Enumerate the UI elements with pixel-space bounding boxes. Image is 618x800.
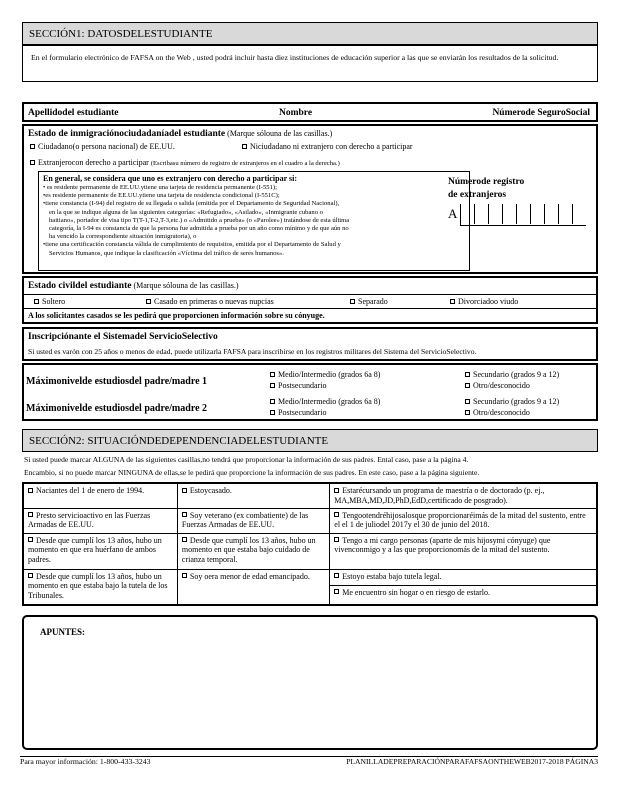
first-name-label: Nombre [279, 108, 313, 118]
dep-dependents[interactable]: Tengo a mi cargo personas (aparte de mis hijosymi cónyuge) que vivenconmigo y a las que proporcionomás de la mitad del sustento. [330, 533, 597, 569]
section2-intro1: Si usted puede marcar ALGUNA de las siguientes casillas,no tendrá que proporcionar la información de sus padres. Ental caso, pase a la página 4. [24, 455, 469, 464]
section2-title: SECCIÓN2: SITUACIÓNDEDEPENDENCIADELESTUDIANTE [29, 435, 329, 447]
opt-citizen[interactable]: Ciudadano(o persona nacional) de EE.UU. [30, 142, 175, 152]
checkbox-icon [465, 372, 470, 377]
section1-header [22, 22, 598, 45]
checkbox-icon [334, 573, 339, 578]
section1-title: SECCIÓN1: DATOSDELESTUDIANTE [29, 28, 213, 40]
checkbox-icon [28, 512, 33, 517]
dep-active-duty[interactable]: Presto servicioactivo en las Fuerzas Armadas de EE.UU. [23, 508, 177, 533]
checkbox-icon [350, 299, 355, 304]
selective-title: Inscripciónante el Sistemadel ServicioSelectivo [28, 332, 218, 342]
checkbox-icon [30, 144, 35, 149]
checkbox-icon [182, 488, 187, 493]
selective-text: Si usted es varón con 25 años o menos de edad, puede utilizarla FAFSA para inscribirse en los registros militares del Sistema del ServicioSelectivo. [28, 347, 477, 356]
dep-children[interactable]: Tengootendréhijosalosque proporcionaréimás de la mitad del sustento, entre el el 1 de juliodel 2017y el 30 de junio del 2018. [330, 508, 597, 533]
general-title: En general, se considera que uno es extranjero con derecho a participar si: [43, 174, 297, 183]
section1-intro: En el formulario electrónico de FAFSA on the Web , usted podrá incluir hasta diez instituciones de educación superior a las que se enviarán los resultados de la solicitud. [31, 53, 559, 62]
p1-other[interactable]: Otro/desconocido [465, 381, 530, 391]
dep-emancipated[interactable]: Soy oera menor de edad emancipado. [177, 569, 329, 605]
checkbox-icon [465, 383, 470, 388]
checkbox-icon [270, 410, 275, 415]
checkbox-icon [450, 299, 455, 304]
last-name-label: Apellidodel estudiante [28, 108, 119, 118]
checkbox-icon [146, 299, 151, 304]
dep-foster[interactable]: Desde que cumplí los 13 años, hubo un momento en que estaba bajo cuidado de crianza temporal. [177, 533, 329, 569]
checkbox-icon [28, 537, 33, 542]
footer-phone: Para mayor información: 1-800-433-3243 [20, 757, 151, 766]
checkbox-icon [270, 399, 275, 404]
checkbox-icon [28, 573, 33, 578]
p2-post[interactable]: Postsecundario [270, 408, 326, 418]
dep-grad-program[interactable]: Estarécursando un programa de maestría o de doctorado (p. ej., MA,MBA,MD,JD,PhD,EdD,certificado de posgrado). [330, 483, 597, 508]
checkbox-icon [182, 537, 187, 542]
p2-middle[interactable]: Medio/Intermedio (grados 6a 8) [270, 397, 380, 407]
checkbox-icon [182, 573, 187, 578]
selective-service-section [22, 327, 598, 361]
p2-high[interactable]: Secundario (grados 9 a 12) [465, 397, 559, 407]
opt-noncitizen[interactable]: Niciudadano ni extranjero con derecho a participar [242, 142, 413, 152]
section2-header [22, 429, 598, 452]
section2-intro2: Encambio, si no puede marcar NINGUNA de ellas,se le pedirá que proporcione la información de sus padres. En este caso, pase a la página siguiente. [24, 468, 480, 477]
checkbox-icon [270, 383, 275, 388]
parent2-label: Máximonivelde estudiosdel padre/madre 2 [26, 403, 208, 414]
section1-intro-box [22, 45, 598, 82]
checkbox-icon [30, 160, 35, 165]
p1-high[interactable]: Secundario (grados 9 a 12) [465, 370, 559, 380]
dep-homeless[interactable]: Me encuentro sin hogar o en riesgo de estarlo. [330, 585, 597, 605]
civil-single[interactable]: Soltero [34, 297, 65, 307]
civil-footer: A los solicitantes casados se les pedirá que proporcionen información sobre su cónyuge. [28, 311, 325, 320]
alien-reg-label: Númerode registro de extranjeros [448, 177, 525, 200]
alien-reg-input[interactable] [460, 204, 586, 226]
checkbox-icon [270, 372, 275, 377]
p2-other[interactable]: Otro/desconocido [465, 408, 530, 418]
eligibility-info-box: En general, se considera que uno es extranjero con derecho a participar si: • es residente permanente de EE.UU.ytiene una tarjeta de residencia permanente (I-551); •es residente permanente de EE.UU.ytiene una tarjeta de residencia condicional (I-551C); •tiene constancia (I-94) del registro de su llegada o salida (emitida por el Departamento de Seguridad Nacional), en la que se indique alguna de las siguientes categorías: «Refugiado», «Asilado», «Inmigrante cubano o haitiano», portador de visa tipo T(T-1,T-2,T-3,etc.) o «Admitido a prueba» (o «Parolee») tratándose de esta última categoría, la I-94 es constancia de que la persona fue admitida a prueba por un año como mínimo y de que aún no ha vencido la correspondiente situación inmigratoria), o •tiene una certificación constancia válida de cumplimiento de requisitos, emitida por el Departamento de Salud y Servicios Humanos, que indique la clasificación «Víctima del tráfico de seres humanos». [38, 171, 470, 271]
immigration-section [22, 124, 598, 274]
civil-status-section: Estado civildel estudiante (Marque sólouna de las casillas.) Soltero Casado en primeras o nuevas nupcias Separado Divorciadoo viudo A los solicitantes casados se les pedirá que proporcionen información sobre su cónyuge. [22, 276, 598, 324]
dep-ward-court[interactable]: Desde que cumplí los 13 años, hubo un momento en que estaba bajo la tutela de los Tribunales. [23, 569, 177, 605]
checkbox-icon [34, 299, 39, 304]
checkbox-icon [334, 589, 339, 594]
dep-born-before[interactable]: Naciantes del 1 de enero de 1994. [23, 483, 177, 508]
civil-divorced[interactable]: Divorciadoo viudo [450, 297, 518, 307]
alien-reg-prefix: A [448, 206, 458, 221]
dep-orphan[interactable]: Desde que cumplí los 13 años, hubo un momento en que era huérfano de ambos padres. [23, 533, 177, 569]
parent-education-section [22, 363, 598, 421]
opt-eligible-noncitizen[interactable]: Extranjerocon derecho a participar (Escribasu número de registro de extranjeros en el cuadro a la derecha.) [30, 158, 340, 168]
immigration-title: Estado de inmigraciónociudadaníadel estudiante [28, 129, 226, 139]
p1-middle[interactable]: Medio/Intermedio (grados 6a 8) [270, 370, 380, 380]
checkbox-icon [334, 512, 339, 517]
ssn-label: Númerode SeguroSocial [492, 108, 590, 118]
checkbox-icon [182, 512, 187, 517]
footer-page: PLANILLADEPREPARACIÓNPARAFAFSAONTHEWEB2017-2018 PÁGINA3 [346, 757, 598, 766]
parent1-label: Máximonivelde estudiosdel padre/madre 1 [26, 376, 208, 387]
checkbox-icon [334, 488, 339, 493]
civil-title: Estado civildel estudiante [28, 281, 132, 291]
civil-married[interactable]: Casado en primeras o nuevas nupcias [146, 297, 274, 307]
checkbox-icon [334, 537, 339, 542]
dependency-table [22, 482, 598, 606]
dep-guardianship[interactable]: Estoyo estaba bajo tutela legal. [330, 569, 597, 585]
notes-label: APUNTES: [40, 627, 86, 637]
checkbox-icon [465, 410, 470, 415]
student-name-row[interactable] [22, 102, 598, 122]
dep-married[interactable]: Estoycasado. [177, 483, 329, 508]
checkbox-icon [465, 399, 470, 404]
checkbox-icon [28, 488, 33, 493]
notes-box[interactable] [22, 615, 598, 750]
p1-post[interactable]: Postsecundario [270, 381, 326, 391]
immigration-note: (Marque sólouna de las casillas.) [227, 129, 333, 138]
civil-separated[interactable]: Separado [350, 297, 388, 307]
dep-veteran[interactable]: Soy veterano (ex combatiente) de las Fuerzas Armadas de EE.UU. [177, 508, 329, 533]
checkbox-icon [242, 144, 247, 149]
